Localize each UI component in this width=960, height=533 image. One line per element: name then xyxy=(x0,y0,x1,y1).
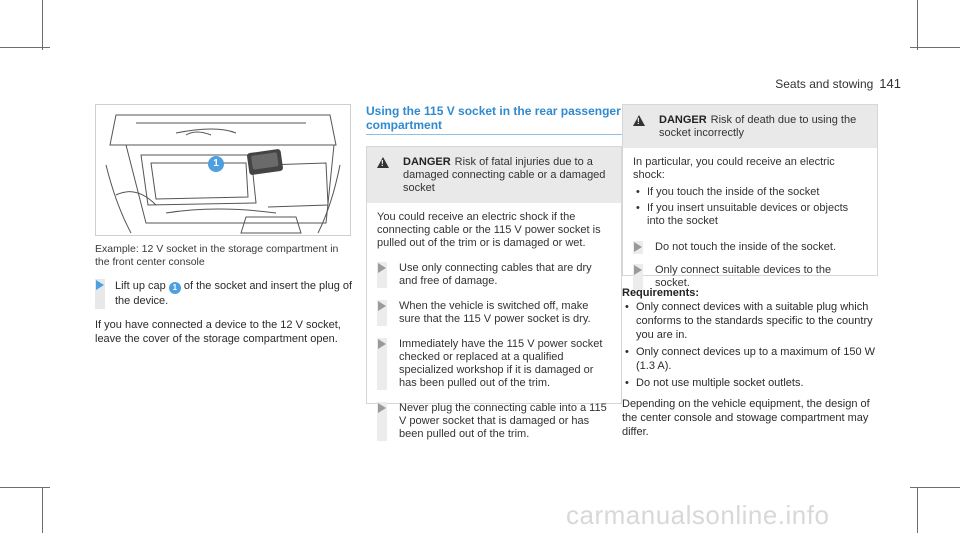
section-title: Seats and stowing xyxy=(775,77,874,91)
safety-step-text: When the vehicle is switched off, make sure that the 115 V power socket is dry. xyxy=(399,300,591,325)
step-arrow-icon xyxy=(378,403,386,413)
step-text-post: of the socket and insert the plug of the device. xyxy=(115,280,353,307)
step-arrow-icon xyxy=(378,263,386,273)
danger-box-incorrect-use xyxy=(622,104,878,289)
requirements-bullets xyxy=(622,300,880,390)
list-item: • If you insert unsuitable devices or objects into the socket xyxy=(633,202,867,228)
closing-paragraph: Depending on the vehicle equipment, the design of the center console and stowage compartment may differ. xyxy=(622,398,870,438)
danger-body xyxy=(623,148,877,239)
danger-header xyxy=(367,147,621,203)
danger-title xyxy=(659,114,867,140)
callout-marker: 1 xyxy=(169,282,181,294)
list-item: • Do not use multiple socket outlets. xyxy=(622,376,880,390)
figure-caption: Example: 12 V socket in the storage compartment in the front center console xyxy=(95,243,339,268)
danger-title xyxy=(403,156,611,195)
section-heading: Using the 115 V socket in the rear passenger compartment xyxy=(366,104,621,132)
safety-step-text: Use only connecting cables that are dry and free of damage. xyxy=(399,262,592,287)
list-item: • If you touch the inside of the socket xyxy=(633,186,867,199)
console-drawing xyxy=(96,105,350,235)
danger-body: You could receive an electric shock if the connecting cable or the 115 V power socket is pulled out of the trim or is damaged or wet. xyxy=(377,211,601,249)
step-text-pre: Lift up cap xyxy=(115,280,166,292)
step-arrow-icon xyxy=(378,301,386,311)
step-arrow-icon xyxy=(96,280,104,290)
heading-divider xyxy=(366,134,622,135)
warning-triangle-icon xyxy=(633,115,645,126)
crop-mark xyxy=(42,0,43,50)
page-header xyxy=(775,76,901,91)
safety-step xyxy=(377,300,611,326)
callout-marker: 1 xyxy=(208,156,224,172)
danger-bullet-list xyxy=(633,186,867,228)
safety-step-text: Immediately have the 115 V power socket checked or replaced at a qualified specialized workshop if it is damaged or has been pulled out of the trim. xyxy=(399,338,603,389)
danger-box-115v xyxy=(366,146,622,440)
danger-body-text: In particular, you could receive an electric shock: xyxy=(633,156,835,181)
socket-note-paragraph: If you have connected a device to the 12 V socket, leave the cover of the storage compartment open. xyxy=(95,319,341,345)
requirements-label: Requirements: xyxy=(622,287,700,299)
list-item: • Only connect devices up to a maximum of 150 W (1.3 A). xyxy=(622,345,880,373)
safety-step-text: Do not touch the inside of the socket. xyxy=(655,241,837,253)
safety-step-text: Never plug the connecting cable into a 115 V power socket that is damaged or has been pulled out of the trim. xyxy=(399,402,607,440)
safety-step xyxy=(377,262,611,288)
crop-mark xyxy=(42,487,43,533)
warning-triangle-icon xyxy=(377,157,389,168)
crop-mark xyxy=(917,0,918,50)
watermark-text: carmanualsonline.info xyxy=(566,500,830,530)
step-text xyxy=(115,279,355,308)
page-number: 141 xyxy=(879,76,901,91)
requirements-list xyxy=(622,300,880,393)
list-item: • Only connect devices with a suitable plug which conforms to the standards specific to the country you are in. xyxy=(622,300,880,342)
step-arrow-icon xyxy=(634,265,642,275)
danger-label: DANGER xyxy=(659,114,707,126)
crop-mark xyxy=(917,487,918,533)
danger-label: DANGER xyxy=(403,156,451,168)
instruction-step xyxy=(95,279,355,309)
safety-step xyxy=(377,402,611,441)
safety-step xyxy=(377,338,611,390)
danger-header xyxy=(623,105,877,148)
center-console-illustration xyxy=(95,104,351,236)
safety-step xyxy=(633,241,867,254)
safety-step-text: Only connect suitable devices to the socket. xyxy=(655,264,832,289)
danger-title-text: Risk of death due to using the socket incorrectly xyxy=(659,114,857,139)
step-arrow-icon xyxy=(634,242,642,252)
step-arrow-icon xyxy=(378,339,386,349)
danger-title-text: Risk of fatal injuries due to a damaged connecting cable or a damaged socket xyxy=(403,156,606,194)
